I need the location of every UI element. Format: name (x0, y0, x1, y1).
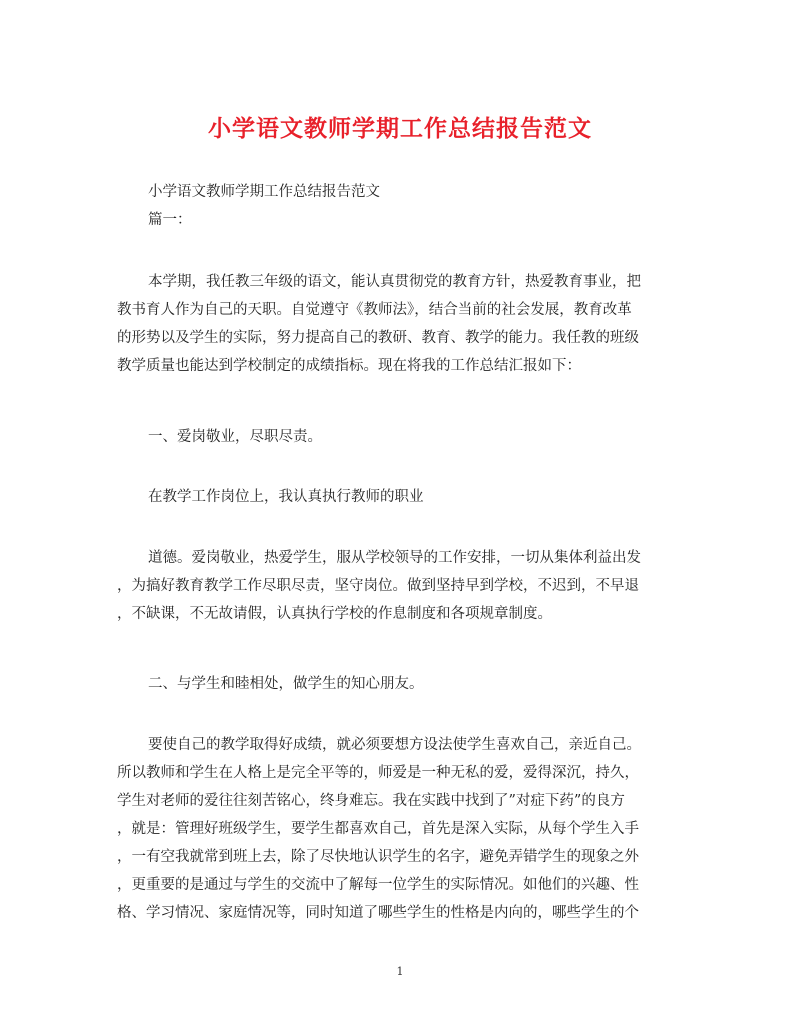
section-heading: 二、与学生和睦相处，做学生的知心朋友。 (148, 676, 424, 692)
paragraph-line: ，不缺课，不无故请假，认真执行学校的作息制度和各项规章制度。 (117, 606, 552, 622)
paragraph-line: 的形势以及学生的实际，努力提高自己的教研、教育、教学的能力。我任教的班级 (117, 330, 639, 346)
page-number: 1 (396, 965, 404, 978)
paragraph-line: ，更重要的是通过与学生的交流中了解每一位学生的实际情况。如他们的兴趣、性 (117, 877, 639, 893)
paragraph-line: 学生对老师的爱往往刻苦铭心，终身难忘。我在实践中找到了”对症下药”的良方 (117, 793, 625, 809)
paragraph-line: 本学期，我任教三年级的语文，能认真贯彻党的教育方针，热爱教育事业，把 (148, 274, 641, 290)
section-heading: 一、爱岗敬业，尽职尽责。 (148, 429, 322, 445)
section-label: 篇一： (148, 212, 192, 228)
document-title: 小学语文教师学期工作总结报告范文 (208, 115, 592, 142)
paragraph-line: 教学质量也能达到学校制定的成绩指标。现在将我的工作总结汇报如下： (117, 358, 581, 374)
paragraph-line: 教书育人作为自己的天职。自觉遵守《教师法》，结合当前的社会发展，教育改革 (117, 302, 632, 318)
paragraph-line: 要使自己的教学取得好成绩，就必须要想方设法使学生喜欢自己，亲近自己。 (148, 737, 641, 753)
paragraph-line: 格、学习情况、家庭情况等，同时知道了哪些学生的性格是内向的，哪些学生的个 (117, 905, 639, 921)
paragraph-line: 在教学工作岗位上，我认真执行教师的职业 (148, 489, 424, 505)
paragraph-line: ，一有空我就常到班上去，除了尽快地认识学生的名字，避免弄错学生的现象之外 (117, 849, 639, 865)
paragraph-line: 道德。爱岗敬业，热爱学生，服从学校领导的工作安排，一切从集体利益出发 (148, 550, 641, 566)
subtitle-line: 小学语文教师学期工作总结报告范文 (148, 184, 380, 200)
paragraph-line: ，为搞好教育教学工作尽职尽责，坚守岗位。做到坚持早到学校，不迟到，不早退 (117, 578, 639, 594)
paragraph-line: 所以教师和学生在人格上是完全平等的，师爱是一种无私的爱，爱得深沉，持久， (117, 765, 639, 781)
paragraph-line: ，就是：管理好班级学生，要学生都喜欢自己，首先是深入实际，从每个学生入手 (117, 821, 639, 837)
